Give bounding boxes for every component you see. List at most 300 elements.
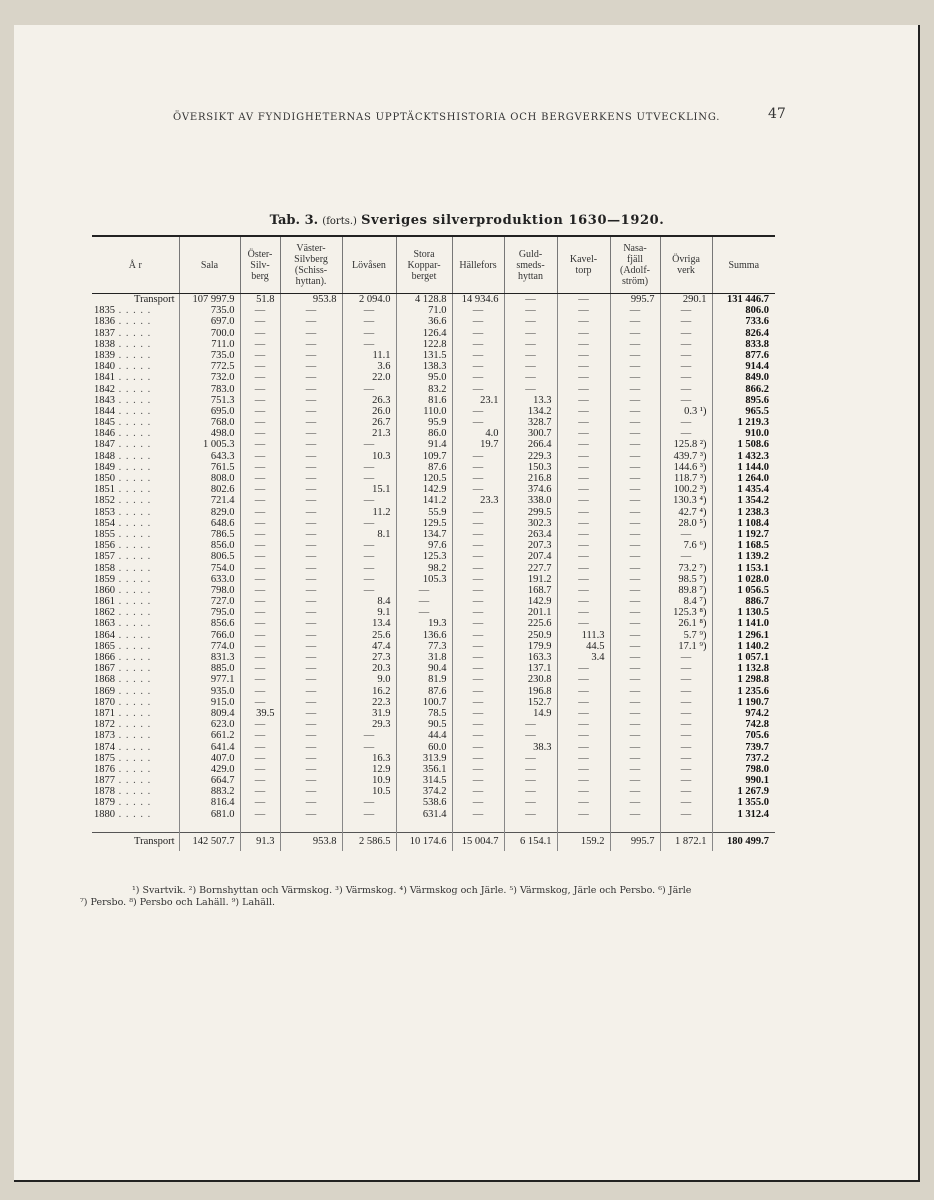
table-cell: 538.6 (396, 797, 452, 808)
table-cell: — (557, 428, 610, 439)
table-cell: 98.5 ⁷) (660, 574, 712, 585)
row-label: 1847 . . . . . (94, 439, 152, 451)
row-label: 1866 . . . . . (94, 652, 152, 663)
table-cell: — (557, 708, 610, 719)
table-cell: 8.1 (342, 529, 396, 540)
table-cell: 107 997.9 (179, 294, 240, 306)
table-cell: 131.5 (396, 350, 452, 361)
table-cell: 856.6 (179, 618, 240, 629)
sum-cell: 1 139.2 (712, 551, 775, 562)
table-cell: — (557, 507, 610, 518)
row-label: 1848 . . . . . (94, 450, 152, 462)
table-row (92, 484, 775, 495)
table-cell: — (240, 439, 280, 450)
table-cell: 623.0 (179, 719, 240, 730)
table-cell: 207.3 (504, 540, 557, 551)
table-row (92, 775, 775, 786)
row-label: 1879 . . . . . (94, 797, 152, 809)
table-cell: 17.1 ⁹) (660, 641, 712, 652)
table-cell: — (280, 540, 342, 551)
table-cell: — (557, 809, 610, 820)
table-cell: 138.3 (396, 361, 452, 372)
table-cell: — (610, 641, 660, 652)
table-cell: 732.0 (179, 372, 240, 383)
table-cell: 633.0 (179, 574, 240, 585)
table-cell: — (280, 372, 342, 383)
row-label: 1845 . . . . . (94, 417, 152, 429)
table-cell: — (240, 451, 280, 462)
table-cell: — (660, 797, 712, 808)
table-cell: — (610, 730, 660, 741)
row-label: 1880 . . . . . (94, 808, 152, 820)
table-cell: — (504, 316, 557, 327)
table-cell: — (240, 339, 280, 350)
table-cell: — (342, 473, 396, 484)
row-label: 1842 . . . . . (94, 383, 152, 395)
column-header: Hällefors (452, 236, 504, 294)
table-cell: — (280, 753, 342, 764)
sum-cell: 1 432.3 (712, 451, 775, 462)
table-cell: — (557, 462, 610, 473)
table-cell: 700.0 (179, 328, 240, 339)
table-cell: — (280, 305, 342, 316)
row-label: 1838 . . . . . (94, 338, 152, 350)
table-cell: — (660, 529, 712, 540)
table-cell: 697.0 (179, 316, 240, 327)
table-cell: — (557, 372, 610, 383)
row-label: 1860 . . . . . (94, 584, 152, 596)
table-row (92, 361, 775, 372)
table-cell: — (452, 350, 504, 361)
row-label: 1843 . . . . . (94, 394, 152, 406)
table-cell: — (240, 630, 280, 641)
sum-cell: 990.1 (712, 775, 775, 786)
table-cell: 26.0 (342, 406, 396, 417)
table-cell: — (280, 618, 342, 629)
table-cell: 109.7 (396, 451, 452, 462)
table-cell: — (280, 786, 342, 797)
table-cell: — (280, 764, 342, 775)
table-cell: — (240, 719, 280, 730)
table-cell: — (660, 775, 712, 786)
table-cell: — (610, 697, 660, 708)
row-label: 1878 . . . . . (94, 786, 152, 798)
table-cell: 55.9 (396, 507, 452, 518)
row-label: 1846 . . . . . (94, 428, 152, 440)
table-row (92, 417, 775, 428)
table-cell: — (452, 529, 504, 540)
table-cell: — (280, 630, 342, 641)
table-cell: — (342, 585, 396, 596)
table-cell: 953.8 (280, 832, 342, 851)
table-cell: — (557, 439, 610, 450)
table-cell: 125.8 ²) (660, 439, 712, 450)
table-cell: — (557, 451, 610, 462)
table-cell: — (240, 518, 280, 529)
column-header: Stora Koppar- berget (396, 236, 452, 294)
table-cell: — (280, 451, 342, 462)
table-cell: — (557, 730, 610, 741)
table-number: Tab. 3. (269, 213, 319, 228)
table-cell: — (342, 551, 396, 562)
table-row (92, 563, 775, 574)
sum-cell: 1 355.0 (712, 797, 775, 808)
table-cell: — (504, 753, 557, 764)
table-cell: — (504, 328, 557, 339)
table-cell: — (280, 697, 342, 708)
table-cell: 95.9 (396, 417, 452, 428)
table-cell: — (280, 339, 342, 350)
table-cell: 73.2 ⁷) (660, 563, 712, 574)
table-cell: — (280, 686, 342, 697)
table-cell: 201.1 (504, 607, 557, 618)
table-cell: — (240, 462, 280, 473)
table-cell: 754.0 (179, 563, 240, 574)
table-cell: — (240, 495, 280, 506)
table-cell: 727.0 (179, 596, 240, 607)
table-cell: 915.0 (179, 697, 240, 708)
sum-cell: 974.2 (712, 708, 775, 719)
row-label: 1874 . . . . . (94, 741, 152, 753)
table-cell: — (280, 730, 342, 741)
footnotes (80, 885, 780, 909)
table-cell: — (452, 563, 504, 574)
table-cell: — (240, 797, 280, 808)
table-cell: — (240, 551, 280, 562)
table-cell: 9.0 (342, 674, 396, 685)
table-cell: — (660, 708, 712, 719)
table-cell: — (660, 719, 712, 730)
table-continued-label: (forts.) (322, 216, 357, 227)
column-header: Öster- Silv- berg (240, 236, 280, 294)
table-cell: 87.6 (396, 686, 452, 697)
table-cell: — (280, 439, 342, 450)
table-cell: 374.2 (396, 786, 452, 797)
table-cell: 125.3 ⁸) (660, 607, 712, 618)
table-cell: — (660, 305, 712, 316)
table-cell: — (280, 495, 342, 506)
table-cell: 27.3 (342, 652, 396, 663)
table-cell: 11.2 (342, 507, 396, 518)
table-cell: 5.7 ⁹) (660, 630, 712, 641)
table-row (92, 652, 775, 663)
table-cell: — (452, 518, 504, 529)
table-cell: — (280, 674, 342, 685)
row-label: 1876 . . . . . (94, 763, 152, 775)
row-label: 1872 . . . . . (94, 719, 152, 731)
table-row (92, 764, 775, 775)
table-cell: 356.1 (396, 764, 452, 775)
table-cell: — (280, 809, 342, 820)
table-cell: — (240, 384, 280, 395)
table-row (92, 809, 775, 820)
table-cell: — (240, 652, 280, 663)
table-cell: — (342, 495, 396, 506)
sum-cell: 1 144.0 (712, 462, 775, 473)
table-cell: 71.0 (396, 305, 452, 316)
spacer-cell (92, 820, 179, 833)
table-cell: — (452, 797, 504, 808)
table-cell: — (610, 753, 660, 764)
table-cell: 120.5 (396, 473, 452, 484)
table-cell: — (240, 507, 280, 518)
table-cell: — (610, 406, 660, 417)
spacer-cell (396, 820, 452, 833)
table-cell: 829.0 (179, 507, 240, 518)
table-cell: 150.3 (504, 462, 557, 473)
table-cell: 856.0 (179, 540, 240, 551)
sum-cell: 910.0 (712, 428, 775, 439)
table-cell: 152.7 (504, 697, 557, 708)
table-cell: — (240, 730, 280, 741)
table-cell: — (610, 305, 660, 316)
row-label: 1844 . . . . . (94, 405, 152, 417)
column-header: Guld- smeds- hyttan (504, 236, 557, 294)
table-cell: — (452, 697, 504, 708)
sum-cell: 742.8 (712, 719, 775, 730)
table-cell: — (342, 316, 396, 327)
table-cell: — (240, 350, 280, 361)
table-cell: — (557, 540, 610, 551)
table-cell: 230.8 (504, 674, 557, 685)
table-cell: — (504, 305, 557, 316)
table-cell: — (452, 708, 504, 719)
sum-cell: 1 132.8 (712, 663, 775, 674)
table-cell: — (610, 563, 660, 574)
sum-cell: 849.0 (712, 372, 775, 383)
table-cell: 91.4 (396, 439, 452, 450)
table-cell: — (280, 551, 342, 562)
table-cell: — (280, 708, 342, 719)
row-label: Transport (92, 832, 179, 851)
spacer-cell (280, 820, 342, 833)
table-cell: 664.7 (179, 775, 240, 786)
table-cell: — (610, 585, 660, 596)
table-cell: — (557, 294, 610, 306)
table-row (92, 708, 775, 719)
table-cell: 225.6 (504, 618, 557, 629)
table-cell: 81.6 (396, 395, 452, 406)
table-cell: — (610, 618, 660, 629)
table-cell: — (396, 585, 452, 596)
table-cell: 809.4 (179, 708, 240, 719)
table-cell: — (610, 663, 660, 674)
table-title (0, 213, 934, 228)
table-cell: 126.4 (396, 328, 452, 339)
table-cell: — (240, 686, 280, 697)
table-cell: — (280, 775, 342, 786)
table-cell: — (240, 529, 280, 540)
table-cell: 141.2 (396, 495, 452, 506)
table-cell: — (610, 686, 660, 697)
sum-cell: 1 235.6 (712, 686, 775, 697)
table-cell: — (452, 641, 504, 652)
table-cell: 134.7 (396, 529, 452, 540)
table-cell: — (610, 316, 660, 327)
table-cell: — (452, 596, 504, 607)
table-row (92, 730, 775, 741)
table-header-row (92, 236, 775, 294)
table-cell: 28.0 ⁵) (660, 518, 712, 529)
table-cell: 44.4 (396, 730, 452, 741)
table-cell: — (504, 361, 557, 372)
sum-cell: 806.0 (712, 305, 775, 316)
table-cell: — (610, 484, 660, 495)
table-cell: 12.9 (342, 764, 396, 775)
sum-cell: 886.7 (712, 596, 775, 607)
table-cell: 105.3 (396, 574, 452, 585)
spacer-row (92, 820, 775, 833)
sum-cell: 1 264.0 (712, 473, 775, 484)
table-cell: 95.0 (396, 372, 452, 383)
table-cell: 10.3 (342, 451, 396, 462)
table-cell: — (342, 462, 396, 473)
table-cell: — (660, 764, 712, 775)
table-cell: 125.3 (396, 551, 452, 562)
sum-cell: 705.6 (712, 730, 775, 741)
table-cell: 19.3 (396, 618, 452, 629)
table-cell: — (660, 339, 712, 350)
table-cell: — (557, 328, 610, 339)
table-cell: 798.0 (179, 585, 240, 596)
table-cell: 23.1 (452, 395, 504, 406)
sum-cell: 1 028.0 (712, 574, 775, 585)
spacer-cell (342, 820, 396, 833)
table-cell: — (557, 786, 610, 797)
table-cell: 142.9 (504, 596, 557, 607)
table-cell: 78.5 (396, 708, 452, 719)
table-cell: 250.9 (504, 630, 557, 641)
table-cell: 163.3 (504, 652, 557, 663)
table-row (92, 674, 775, 685)
table-cell: — (240, 417, 280, 428)
table-cell: — (396, 607, 452, 618)
table-cell: 191.2 (504, 574, 557, 585)
table-cell: 207.4 (504, 551, 557, 562)
row-label: 1837 . . . . . (94, 327, 152, 339)
table-row (92, 350, 775, 361)
table-cell: — (452, 473, 504, 484)
row-label: 1875 . . . . . (94, 752, 152, 764)
sum-cell: 965.5 (712, 406, 775, 417)
table-row (92, 786, 775, 797)
table-row (92, 518, 775, 529)
table-cell: — (452, 652, 504, 663)
spacer-cell (504, 820, 557, 833)
table-row (92, 439, 775, 450)
running-head: ÖVERSIKT AV FYNDIGHETERNAS UPPTÄCKTSHISTORIA OCH BERGVERKENS UTVECKLING. (173, 112, 721, 123)
table-cell: — (610, 529, 660, 540)
table-cell: 328.7 (504, 417, 557, 428)
table-cell: 761.5 (179, 462, 240, 473)
table-cell: — (342, 339, 396, 350)
table-cell: 22.0 (342, 372, 396, 383)
table-cell: 130.3 ⁴) (660, 495, 712, 506)
row-label: 1856 . . . . . (94, 540, 152, 552)
sum-cell: 1 298.8 (712, 674, 775, 685)
table-cell: — (610, 551, 660, 562)
table-cell: 142 507.7 (179, 832, 240, 851)
table-cell: — (557, 742, 610, 753)
sum-cell: 826.4 (712, 328, 775, 339)
table-cell: — (280, 596, 342, 607)
table-row (92, 540, 775, 551)
row-label: 1861 . . . . . (94, 596, 152, 608)
table-cell: — (610, 518, 660, 529)
sum-cell: 1 238.3 (712, 507, 775, 518)
table-cell: — (557, 563, 610, 574)
table-row (92, 641, 775, 652)
table-cell: 16.3 (342, 753, 396, 764)
row-label: 1851 . . . . . (94, 484, 152, 496)
table-row (92, 596, 775, 607)
table-cell: — (240, 484, 280, 495)
table-cell: 86.0 (396, 428, 452, 439)
table-cell: 641.4 (179, 742, 240, 753)
table-cell: 721.4 (179, 495, 240, 506)
table-cell: — (240, 328, 280, 339)
table-cell: 90.4 (396, 663, 452, 674)
table-cell: 89.8 ⁷) (660, 585, 712, 596)
table-cell: — (452, 339, 504, 350)
table-cell: 806.5 (179, 551, 240, 562)
table-cell: — (452, 809, 504, 820)
row-label: 1849 . . . . . (94, 461, 152, 473)
table-cell: 39.5 (240, 708, 280, 719)
sum-cell: 895.6 (712, 395, 775, 406)
table-row (92, 630, 775, 641)
table-cell: 137.1 (504, 663, 557, 674)
sum-cell: 1 312.4 (712, 809, 775, 820)
column-header: Kavel- torp (557, 236, 610, 294)
table-row (92, 753, 775, 764)
table-cell: 22.3 (342, 697, 396, 708)
table-cell: 10.9 (342, 775, 396, 786)
table-cell: — (240, 372, 280, 383)
table-cell: 42.7 ⁴) (660, 507, 712, 518)
table-cell: 14 934.6 (452, 294, 504, 306)
table-cell: 15 004.7 (452, 832, 504, 851)
table-cell: — (660, 742, 712, 753)
table-cell: 100.7 (396, 697, 452, 708)
table-cell: 87.6 (396, 462, 452, 473)
spacer-cell (660, 820, 712, 833)
table-cell: — (660, 809, 712, 820)
table-cell: — (452, 674, 504, 685)
table-cell: — (280, 563, 342, 574)
table-cell: 9.1 (342, 607, 396, 618)
table-cell: — (240, 305, 280, 316)
row-label: 1839 . . . . . (94, 349, 152, 361)
table-cell: — (557, 350, 610, 361)
table-cell: — (280, 417, 342, 428)
table-cell: — (240, 618, 280, 629)
table-cell: 38.3 (504, 742, 557, 753)
row-label: 1840 . . . . . (94, 361, 152, 373)
table-cell: — (557, 775, 610, 786)
table-cell: 7.6 ⁶) (660, 540, 712, 551)
table-cell: 196.8 (504, 686, 557, 697)
table-cell: 995.7 (610, 832, 660, 851)
table-cell: — (280, 585, 342, 596)
sum-cell: 914.4 (712, 361, 775, 372)
table-cell: 111.3 (557, 630, 610, 641)
table-cell: 142.9 (396, 484, 452, 495)
table-cell: — (452, 305, 504, 316)
table-cell: 3.6 (342, 361, 396, 372)
table-cell: — (452, 630, 504, 641)
table-row (92, 832, 775, 851)
